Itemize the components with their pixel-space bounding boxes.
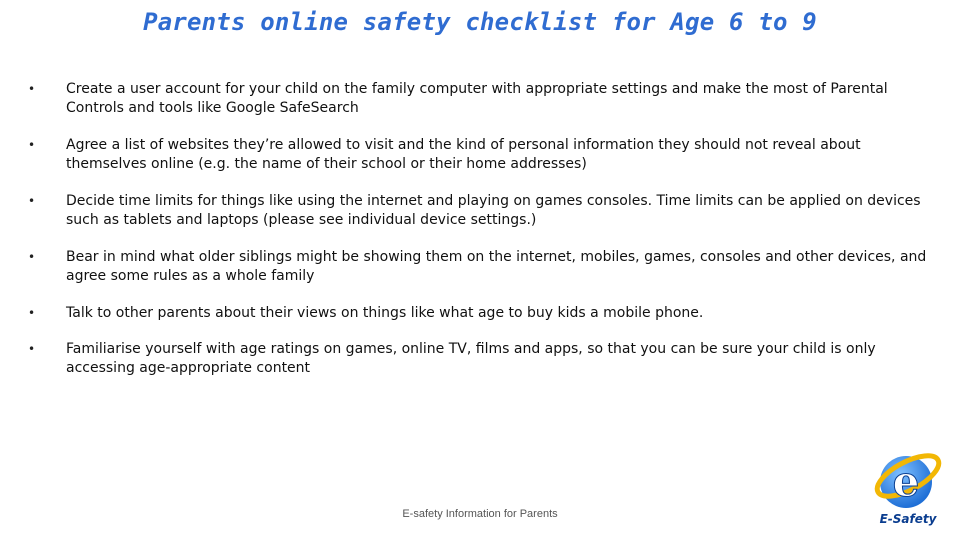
checklist	[28, 80, 933, 396]
list-item	[28, 340, 933, 378]
list-item-text: Decide time limits for things like using the internet and playing on games consoles. Time limits can be applied on devices such as tablets and laptops (please see individual device settings.)	[66, 193, 921, 228]
e-logo-icon	[872, 446, 944, 512]
list-item-text: Talk to other parents about their views on things like what age to buy kids a mobile phone.	[66, 305, 704, 321]
list-item-text: Familiarise yourself with age ratings on games, online TV, films and apps, so that you can be sure your child is only accessing age-appropriate content	[66, 341, 876, 376]
page-title: Parents online safety checklist for Age 6 to 9	[143, 8, 817, 36]
bullet: •	[28, 82, 36, 96]
list-item-text: Bear in mind what older siblings might be showing them on the internet, mobiles, games, consoles and other devices, and agree some rules as a whole family	[66, 249, 927, 284]
list-item	[28, 304, 933, 323]
list-item	[28, 248, 933, 286]
list-item	[28, 192, 933, 230]
bullet: •	[28, 194, 36, 208]
bullet: •	[28, 250, 36, 264]
list-item	[28, 80, 933, 118]
e-safety-logo	[872, 446, 944, 532]
list-item-text: Create a user account for your child on the family computer with appropriate settings and make the most of Parental Controls and tools like Google SafeSearch	[66, 81, 888, 116]
list-item-text: Agree a list of websites they’re allowed to visit and the kind of personal information they should not reveal about themselves online (e.g. the name of their school or their home addresses)	[66, 137, 861, 172]
footer-text: E-safety Information for Parents	[402, 508, 558, 520]
bullet: •	[28, 306, 36, 320]
list-item	[28, 136, 933, 174]
logo-label: E-Safety	[879, 512, 937, 526]
svg-text:e: e	[892, 457, 920, 506]
bullet: •	[28, 138, 36, 152]
bullet: •	[28, 342, 36, 356]
